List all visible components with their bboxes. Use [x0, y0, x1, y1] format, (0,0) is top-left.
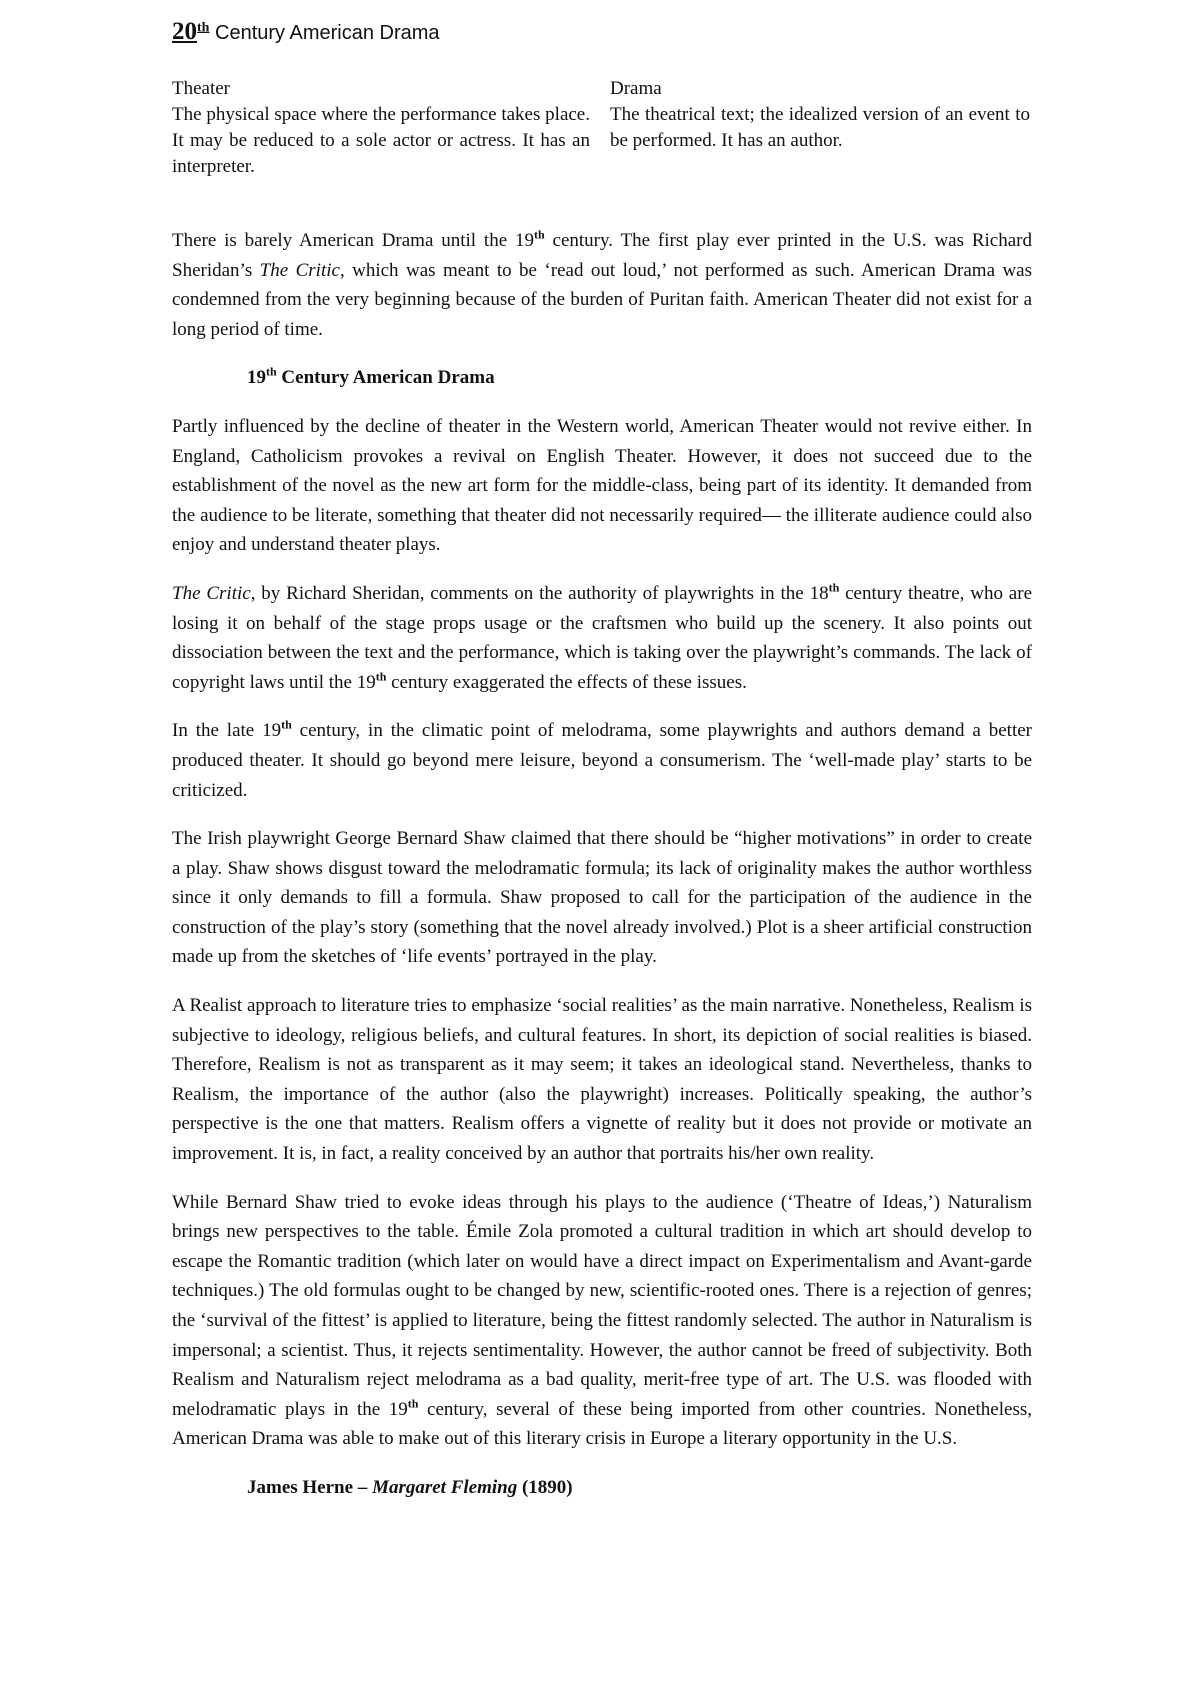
- intro-text-a: There is barely American Drama until the 19: [172, 230, 534, 251]
- p6-sup: th: [407, 1396, 419, 1411]
- paragraph-critic: [172, 579, 1032, 697]
- paragraph-shaw: The Irish playwright George Bernard Shaw claimed that there should be “higher motivations” in order to create a play. Shaw shows disgust toward the melodramatic formula; its lack of originality makes the author worthless since it only demands to fill a formula. Shaw proposed to call for the participation of the audience in the construction of the play’s story (something that the novel already involved.) Plot is a sheer artificial construction made up from the sketches of ‘life events’ portrayed in the play.: [172, 828, 1032, 968]
- title-superscript: th: [197, 20, 210, 36]
- title-number: 20: [172, 18, 197, 45]
- p2-text-b: century theatre, who are losing it on behalf of the stage props usage or the craftsmen who build up the scenery. It also points out dissociation between the text and the performance, which is taking over the playwright’s commands. The lack of copyright laws until the 19: [172, 582, 1033, 693]
- drama-text: The theatrical text; the idealized version of an event to be performed. It has an author.: [610, 104, 1030, 151]
- drama-heading: Drama: [610, 78, 662, 99]
- intro-paragraph: [172, 226, 1032, 344]
- herne-text-b: (1890): [517, 1476, 573, 1498]
- p2-text-c: century exaggerated the effects of these issues.: [386, 671, 747, 693]
- section-heading-19th: [172, 363, 1032, 393]
- section19-number: 19: [247, 367, 266, 389]
- herne-text-a: James Herne –: [247, 1476, 373, 1498]
- p6-text-b: century, several of these being imported from other countries. Nonetheless, American Drama was able to make out of this literary crisis in Europe a literary opportunity in the U.S.: [172, 1398, 1032, 1450]
- p2-sup1: th: [828, 580, 840, 595]
- p3-text-a: In the late 19: [172, 720, 282, 742]
- document-body: [172, 226, 1032, 1522]
- paragraph-melodrama: [172, 716, 1032, 805]
- drama-definition: [610, 76, 1030, 154]
- title-text: Century American Drama: [215, 22, 440, 44]
- theater-definition: [172, 76, 590, 180]
- paragraph-realism: A Realist approach to literature tries to emphasize ‘social realities’ as the main narrative. Nonetheless, Realism is subjective to ideology, religious beliefs, and cultural features. In short, its depiction of social realities is biased. Therefore, Realism is not as transparent as it may seem; it takes an ideological stand. Nevertheless, thanks to Realism, the importance of the author (also the playwright) increases. Politically speaking, the author’s perspective is the one that matters. Realism offers a vignette of reality but it does not provide or motivate an improvement. It is, in fact, a reality conceived by an author that portraits his/her own reality.: [172, 995, 1032, 1165]
- section19-text: Century American Drama: [276, 367, 495, 389]
- intro-sup: th: [534, 227, 545, 242]
- p3-sup: th: [281, 717, 292, 732]
- p3-text-b: century, in the climatic point of melodrama, some playwrights and authors demand a better produced theater. It should go beyond mere leisure, beyond a consumerism. The ‘well-made play’ starts to be criticized.: [172, 720, 1032, 801]
- intro-text-b: century. The first play ever printed in the U.S. was Richard Sheridan’s: [172, 230, 1032, 281]
- theater-text: The physical space where the performance takes place. It may be reduced to a sole actor or actress. It has an interpreter.: [172, 104, 590, 177]
- herne-italic-title: Margaret Fleming: [372, 1476, 518, 1498]
- document-title: [172, 18, 440, 46]
- p2-italic-title: The Critic: [172, 582, 251, 604]
- p2-text-a: , by Richard Sheridan, comments on the authority of playwrights in the 18: [250, 582, 829, 604]
- p2-sup2: th: [375, 669, 387, 684]
- theater-heading: Theater: [172, 78, 231, 99]
- paragraph-decline: Partly influenced by the decline of theater in the Western world, American Theater would not revive either. In England, Catholicism provokes a revival on English Theater. However, it does not succeed due to the establishment of the novel as the new art form for the middle-class, being part of its identity. It demanded from the audience to be literate, something that theater did not necessarily required— the illiterate audience could also enjoy and understand theater plays.: [172, 415, 1032, 556]
- intro-italic-title: The Critic: [259, 259, 340, 281]
- paragraph-naturalism: [172, 1188, 1032, 1454]
- intro-text-c: , which was meant to be ‘read out loud,’ not performed as such. American Drama was condemned from the very beginning because of the burden of Puritan faith. American Theater did not exist for a long period of time.: [172, 259, 1032, 340]
- section-heading-herne: [172, 1473, 1032, 1503]
- section19-sup: th: [266, 365, 277, 380]
- p6-text-a: While Bernard Shaw tried to evoke ideas through his plays to the audience (‘Theatre of Ideas,’) Naturalism brings new perspectives to the table. Émile Zola promoted a cultural tradition in which art should develop to escape the Romantic tradition (which later on would have a direct impact on Experimentalism and Avant-garde techniques.) The old formulas ought to be changed by new, scientific-rooted ones. There is a rejection of genres; the ‘survival of the fittest’ is applied to literature, being the fittest randomly selected. The author in Naturalism is impersonal; a scientist. Thus, it rejects sentimentality. However, the author cannot be freed of subjectivity. Both Realism and Naturalism reject melodrama as a bad quality, merit-free type of art. The U.S. was flooded with melodramatic plays in the 19: [172, 1191, 1032, 1420]
